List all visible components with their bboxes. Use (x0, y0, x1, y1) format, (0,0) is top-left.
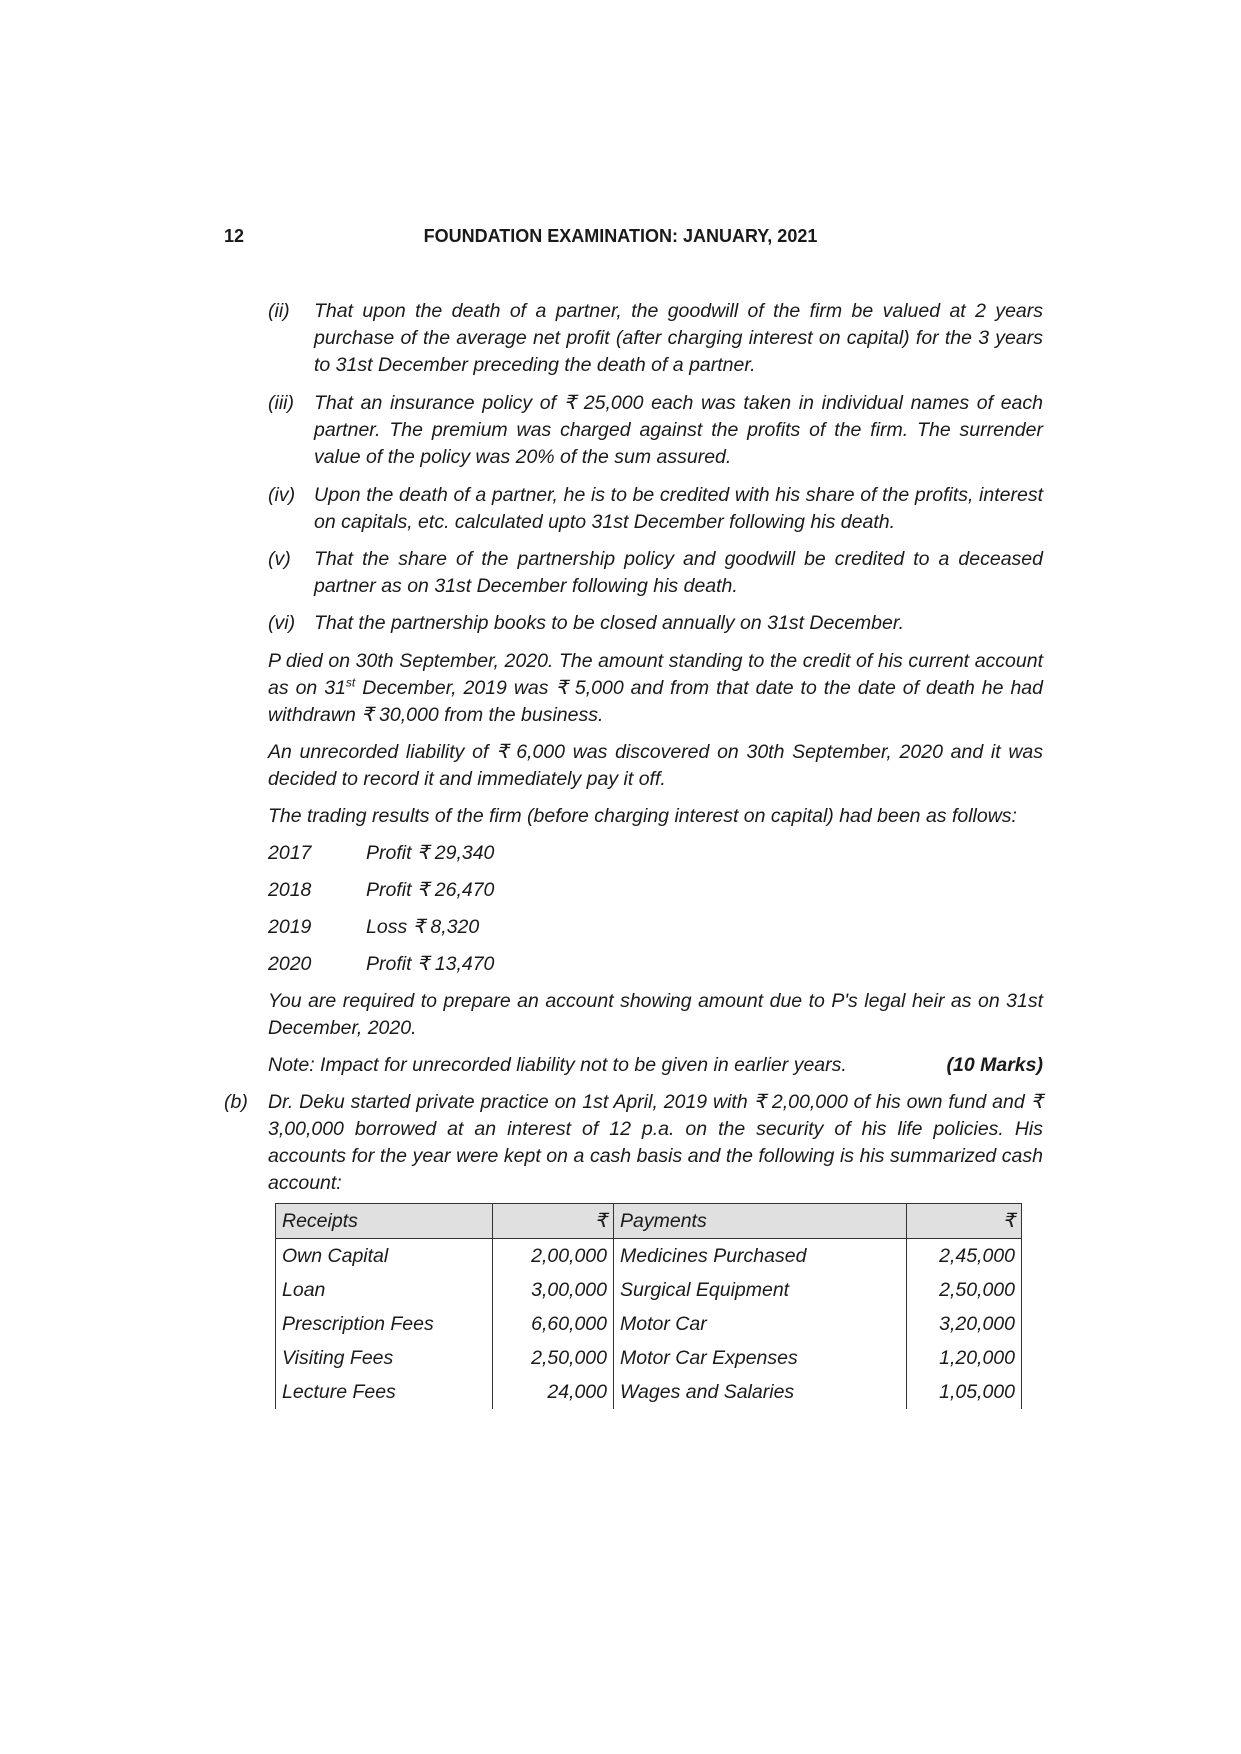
payment-amount: 3,20,000 (907, 1307, 1022, 1341)
payment-item: Motor Car (614, 1307, 907, 1341)
condition-text: That the partnership books to be closed annually on 31st December. (314, 612, 905, 634)
cash-account-table (275, 1203, 1022, 1409)
death-text-part1: P died on 30th September, 2020. The amount standing to the credit of his current account as on 31 (268, 650, 1043, 699)
trading-result: Profit ₹ 26,470 (366, 879, 495, 901)
receipt-item: Own Capital (276, 1239, 493, 1274)
part-b-label: (b) (224, 1091, 248, 1113)
receipt-amount: 2,50,000 (493, 1341, 614, 1375)
table-header-row (276, 1204, 1022, 1239)
page-number: 12 (224, 226, 245, 246)
death-text-part2: December, 2019 was ₹ 5,000 and from that date to the date of death he had withdrawn ₹ 30,000 from the business. (268, 677, 1043, 726)
trading-year: 2018 (268, 879, 312, 901)
receipt-amount: 24,000 (493, 1375, 614, 1409)
payment-amount: 2,50,000 (907, 1273, 1022, 1307)
liability-paragraph: An unrecorded liability of ₹ 6,000 was discovered on 30th September, 2020 and it was decided to record it and immediately pay it off. (268, 741, 1043, 790)
receipt-item: Loan (276, 1273, 493, 1307)
trading-year: 2020 (268, 953, 312, 975)
trading-intro: The trading results of the firm (before charging interest on capital) had been as follows: (268, 805, 1017, 827)
note-text: Note: Impact for unrecorded liability not to be given in earlier years. (268, 1054, 847, 1076)
payment-item: Wages and Salaries (614, 1375, 907, 1409)
condition-text: Upon the death of a partner, he is to be credited with his share of the profits, interest on capitals, etc. calculated upto 31st December following his death. (314, 484, 1043, 533)
required-paragraph: You are required to prepare an account showing amount due to P's legal heir as on 31st December, 2020. (268, 990, 1043, 1039)
condition-number: (iii) (268, 392, 294, 414)
header-receipts-amount: ₹ (493, 1204, 614, 1239)
trading-result: Profit ₹ 13,470 (366, 953, 495, 975)
table-row (276, 1273, 1022, 1307)
receipt-item: Prescription Fees (276, 1307, 493, 1341)
trading-result: Profit ₹ 29,340 (366, 842, 495, 864)
death-text-sup: st (345, 675, 356, 690)
death-paragraph (268, 648, 1043, 729)
table-row (276, 1341, 1022, 1375)
receipt-amount: 2,00,000 (493, 1239, 614, 1274)
payment-item: Motor Car Expenses (614, 1341, 907, 1375)
page-header (0, 226, 1241, 254)
trading-year: 2019 (268, 916, 312, 938)
header-payments-amount: ₹ (907, 1204, 1022, 1239)
header-payments: Payments (614, 1204, 907, 1239)
receipt-amount: 3,00,000 (493, 1273, 614, 1307)
condition-text: That the share of the partnership policy and goodwill be credited to a deceased partner as on 31st December following his death. (314, 548, 1043, 597)
marks-label: (10 Marks) (946, 1054, 1043, 1076)
payment-amount: 1,20,000 (907, 1341, 1022, 1375)
condition-text: That upon the death of a partner, the goodwill of the firm be valued at 2 years purchase of the average net profit (after charging interest on capital) for the 3 years to 31st December preceding the death of a partner. (314, 300, 1043, 376)
payment-amount: 2,45,000 (907, 1239, 1022, 1274)
table-row (276, 1239, 1022, 1274)
payment-item: Medicines Purchased (614, 1239, 907, 1274)
table-row (276, 1307, 1022, 1341)
table-row (276, 1375, 1022, 1409)
condition-number: (iv) (268, 484, 296, 506)
trading-result: Loss ₹ 8,320 (366, 916, 480, 938)
part-b-text: Dr. Deku started private practice on 1st April, 2019 with ₹ 2,00,000 of his own fund and ₹ 3,00,000 borrowed at an interest of 12 p.a. on the security of his life policies. His accounts for the year were kept on a cash basis and the following is his summarized cash account: (268, 1091, 1043, 1194)
receipt-item: Lecture Fees (276, 1375, 493, 1409)
condition-text: That an insurance policy of ₹ 25,000 each was taken in individual names of each partner. The premium was charged against the profits of the firm. The surrender value of the policy was 20% of the sum assured. (314, 392, 1043, 468)
condition-number: (v) (268, 548, 291, 570)
condition-number: (ii) (268, 300, 290, 322)
header-receipts: Receipts (276, 1204, 493, 1239)
payment-item: Surgical Equipment (614, 1273, 907, 1307)
page-title: FOUNDATION EXAMINATION: JANUARY, 2021 (423, 226, 818, 246)
receipt-item: Visiting Fees (276, 1341, 493, 1375)
payment-amount: 1,05,000 (907, 1375, 1022, 1409)
trading-year: 2017 (268, 842, 312, 864)
receipt-amount: 6,60,000 (493, 1307, 614, 1341)
condition-number: (vi) (268, 612, 296, 634)
